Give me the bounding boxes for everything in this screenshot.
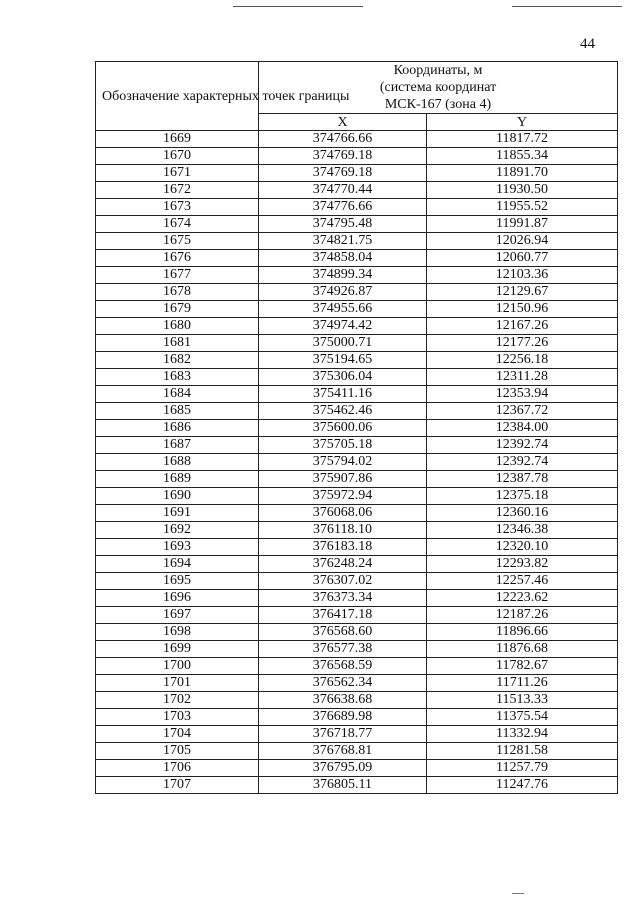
- point-cell: 1684: [96, 386, 259, 403]
- y-cell: 11247.76: [427, 777, 618, 794]
- table-body: [96, 131, 618, 794]
- x-cell: 376718.77: [259, 726, 427, 743]
- point-cell: 1681: [96, 335, 259, 352]
- table-row: [96, 641, 618, 658]
- y-cell: 11891.70: [427, 165, 618, 182]
- y-cell: 12293.82: [427, 556, 618, 573]
- point-cell: 1691: [96, 505, 259, 522]
- table-row: [96, 403, 618, 420]
- point-cell: 1677: [96, 267, 259, 284]
- table-row: [96, 267, 618, 284]
- y-cell: 11876.68: [427, 641, 618, 658]
- point-cell: 1697: [96, 607, 259, 624]
- point-cell: 1703: [96, 709, 259, 726]
- header-y: Y: [427, 114, 618, 131]
- y-cell: 12384.00: [427, 420, 618, 437]
- x-cell: 376183.18: [259, 539, 427, 556]
- point-cell: 1698: [96, 624, 259, 641]
- y-cell: 11955.52: [427, 199, 618, 216]
- y-cell: 12392.74: [427, 437, 618, 454]
- y-cell: 11896.66: [427, 624, 618, 641]
- table-row: [96, 675, 618, 692]
- x-cell: 374769.18: [259, 148, 427, 165]
- point-cell: 1674: [96, 216, 259, 233]
- table-row: [96, 148, 618, 165]
- point-cell: 1685: [96, 403, 259, 420]
- point-cell: 1675: [96, 233, 259, 250]
- table-row: [96, 539, 618, 556]
- table-row: [96, 743, 618, 760]
- header-coordinates-line2: (система координат: [379, 80, 497, 95]
- point-cell: 1676: [96, 250, 259, 267]
- scan-artifact-line: [512, 6, 622, 7]
- x-cell: 376417.18: [259, 607, 427, 624]
- table-row: [96, 284, 618, 301]
- point-cell: 1673: [96, 199, 259, 216]
- point-cell: 1699: [96, 641, 259, 658]
- y-cell: 12320.10: [427, 539, 618, 556]
- x-cell: 376248.24: [259, 556, 427, 573]
- x-cell: 374899.34: [259, 267, 427, 284]
- table-row: [96, 522, 618, 539]
- table-row: [96, 216, 618, 233]
- x-cell: 374766.66: [259, 131, 427, 148]
- point-cell: 1696: [96, 590, 259, 607]
- x-cell: 376577.38: [259, 641, 427, 658]
- table-row: [96, 505, 618, 522]
- y-cell: 12353.94: [427, 386, 618, 403]
- table-row: [96, 573, 618, 590]
- header-coordinates: [259, 62, 618, 114]
- table-row: [96, 709, 618, 726]
- x-cell: 376373.34: [259, 590, 427, 607]
- point-cell: 1690: [96, 488, 259, 505]
- y-cell: 12256.18: [427, 352, 618, 369]
- table-row: [96, 624, 618, 641]
- y-cell: 11782.67: [427, 658, 618, 675]
- point-cell: 1705: [96, 743, 259, 760]
- x-cell: 376568.60: [259, 624, 427, 641]
- y-cell: 11375.54: [427, 709, 618, 726]
- x-cell: 374769.18: [259, 165, 427, 182]
- point-cell: 1704: [96, 726, 259, 743]
- y-cell: 12129.67: [427, 284, 618, 301]
- y-cell: 11332.94: [427, 726, 618, 743]
- y-cell: 12223.62: [427, 590, 618, 607]
- x-cell: 375972.94: [259, 488, 427, 505]
- x-cell: 375794.02: [259, 454, 427, 471]
- point-cell: 1679: [96, 301, 259, 318]
- y-cell: 11855.34: [427, 148, 618, 165]
- y-cell: 11817.72: [427, 131, 618, 148]
- header-point-designation-text: Обозначение характерных точек границы: [102, 88, 350, 104]
- x-cell: 374770.44: [259, 182, 427, 199]
- header-x: X: [259, 114, 427, 131]
- point-cell: 1678: [96, 284, 259, 301]
- header-coordinates-line3: МСК-167 (зона 4): [384, 97, 492, 112]
- table-row: [96, 182, 618, 199]
- point-cell: 1695: [96, 573, 259, 590]
- x-cell: 374821.75: [259, 233, 427, 250]
- table-row: [96, 607, 618, 624]
- y-cell: 12187.26: [427, 607, 618, 624]
- x-cell: 375705.18: [259, 437, 427, 454]
- y-cell: 12150.96: [427, 301, 618, 318]
- x-cell: 375411.16: [259, 386, 427, 403]
- x-cell: 376638.68: [259, 692, 427, 709]
- table-row: [96, 777, 618, 794]
- point-cell: 1686: [96, 420, 259, 437]
- x-cell: 376795.09: [259, 760, 427, 777]
- x-cell: 376768.81: [259, 743, 427, 760]
- page-number: 44: [580, 36, 595, 52]
- y-cell: 12103.36: [427, 267, 618, 284]
- x-cell: 374926.87: [259, 284, 427, 301]
- point-cell: 1672: [96, 182, 259, 199]
- x-cell: 375600.06: [259, 420, 427, 437]
- point-cell: 1688: [96, 454, 259, 471]
- table-row: [96, 488, 618, 505]
- y-cell: 12375.18: [427, 488, 618, 505]
- y-cell: 11991.87: [427, 216, 618, 233]
- table-row: [96, 165, 618, 182]
- point-cell: 1683: [96, 369, 259, 386]
- y-cell: 12346.38: [427, 522, 618, 539]
- x-cell: 375000.71: [259, 335, 427, 352]
- x-cell: 375306.04: [259, 369, 427, 386]
- x-cell: 376805.11: [259, 777, 427, 794]
- point-cell: 1701: [96, 675, 259, 692]
- y-cell: 11930.50: [427, 182, 618, 199]
- scan-artifact-mark: [512, 893, 524, 894]
- table-row: [96, 471, 618, 488]
- y-cell: 12026.94: [427, 233, 618, 250]
- point-cell: 1692: [96, 522, 259, 539]
- x-cell: 374795.48: [259, 216, 427, 233]
- table-row: [96, 454, 618, 471]
- point-cell: 1670: [96, 148, 259, 165]
- x-cell: 375462.46: [259, 403, 427, 420]
- table-row: [96, 335, 618, 352]
- x-cell: 376562.34: [259, 675, 427, 692]
- table-row: [96, 250, 618, 267]
- table-row: [96, 556, 618, 573]
- table-row: [96, 692, 618, 709]
- table-row: [96, 318, 618, 335]
- table-row: [96, 233, 618, 250]
- point-cell: 1706: [96, 760, 259, 777]
- table-row: [96, 386, 618, 403]
- table-row: [96, 726, 618, 743]
- x-cell: 376568.59: [259, 658, 427, 675]
- scan-artifact-line: [233, 6, 363, 7]
- x-cell: 376068.06: [259, 505, 427, 522]
- table-row: [96, 760, 618, 777]
- x-cell: 374776.66: [259, 199, 427, 216]
- x-cell: 375907.86: [259, 471, 427, 488]
- y-cell: 12257.46: [427, 573, 618, 590]
- x-cell: 376307.02: [259, 573, 427, 590]
- point-cell: 1671: [96, 165, 259, 182]
- x-cell: 374858.04: [259, 250, 427, 267]
- point-cell: 1687: [96, 437, 259, 454]
- point-cell: 1702: [96, 692, 259, 709]
- point-cell: 1682: [96, 352, 259, 369]
- x-cell: 376118.10: [259, 522, 427, 539]
- table-row: [96, 658, 618, 675]
- point-cell: 1700: [96, 658, 259, 675]
- table-row: [96, 590, 618, 607]
- y-cell: 12060.77: [427, 250, 618, 267]
- y-cell: 11513.33: [427, 692, 618, 709]
- header-point-designation: [96, 62, 350, 131]
- point-cell: 1680: [96, 318, 259, 335]
- x-cell: 374955.66: [259, 301, 427, 318]
- point-cell: 1694: [96, 556, 259, 573]
- point-cell: 1707: [96, 777, 259, 794]
- y-cell: 12392.74: [427, 454, 618, 471]
- y-cell: 11711.26: [427, 675, 618, 692]
- table-row: [96, 352, 618, 369]
- y-cell: 12167.26: [427, 318, 618, 335]
- y-cell: 11257.79: [427, 760, 618, 777]
- table-row: [96, 131, 618, 148]
- table-row: [96, 199, 618, 216]
- table-row: [96, 301, 618, 318]
- y-cell: 12177.26: [427, 335, 618, 352]
- table-row: [96, 369, 618, 386]
- x-cell: 375194.65: [259, 352, 427, 369]
- point-cell: 1693: [96, 539, 259, 556]
- coordinates-table: [95, 61, 618, 794]
- y-cell: 12311.28: [427, 369, 618, 386]
- header-coordinates-line1: Координаты, м: [393, 63, 483, 78]
- x-cell: 374974.42: [259, 318, 427, 335]
- y-cell: 12367.72: [427, 403, 618, 420]
- x-cell: 376689.98: [259, 709, 427, 726]
- table-row: [96, 437, 618, 454]
- point-cell: 1669: [96, 131, 259, 148]
- table-row: [96, 420, 618, 437]
- y-cell: 11281.58: [427, 743, 618, 760]
- point-cell: 1689: [96, 471, 259, 488]
- y-cell: 12360.16: [427, 505, 618, 522]
- y-cell: 12387.78: [427, 471, 618, 488]
